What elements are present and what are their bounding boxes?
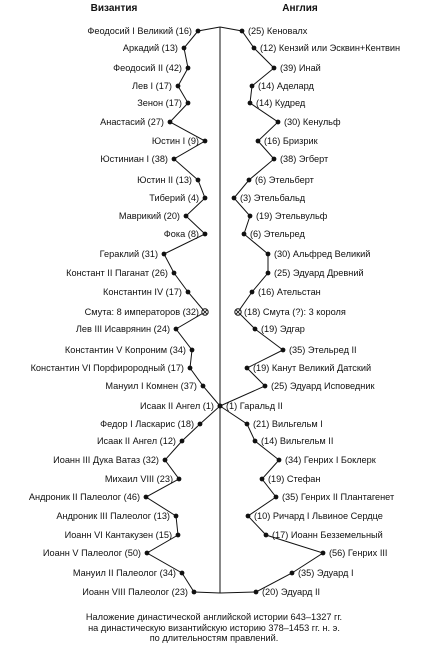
byzantine-ruler-label: Иоанн VI Кантакузен (15)	[64, 530, 172, 541]
byzantine-ruler-label: Иоанн VIII Палеолог (23)	[82, 587, 188, 598]
right-marker	[245, 366, 250, 371]
english-ruler-label: (21) Вильгельм I	[253, 419, 323, 430]
english-ruler-label: (35) Этельред II	[289, 345, 357, 356]
byzantine-ruler-label: Юстин I (9)	[151, 136, 199, 147]
english-ruler-label: (12) Кензий или Эсквин+Кентвин	[260, 43, 401, 54]
left-marker	[172, 157, 177, 162]
byzantine-ruler-label: Аркадий (13)	[122, 43, 178, 54]
right-marker	[242, 232, 247, 237]
right-marker	[321, 551, 326, 556]
english-ruler-label: (6) Этельред	[250, 229, 305, 240]
right-marker	[218, 404, 223, 409]
caption-line: на династическую византийскую историю 378–1453 гг. н. э.	[88, 622, 340, 633]
left-marker	[180, 571, 185, 576]
right-marker	[276, 120, 281, 125]
byzantine-ruler-label: Иоанн V Палеолог (50)	[42, 548, 141, 559]
english-ruler-label: (17) Иоанн Безземельный	[272, 530, 383, 541]
english-ruler-label: (14) Аделард	[258, 81, 314, 92]
byzantium-graph	[29, 26, 223, 597]
english-ruler-label: (30) Альфред Великий	[274, 249, 371, 260]
byzantine-ruler-label: Зенон (17)	[137, 98, 182, 109]
right-marker	[254, 590, 259, 595]
left-marker	[203, 232, 208, 237]
right-marker	[246, 514, 251, 519]
byzantine-ruler-label: Маврикий (20)	[118, 211, 180, 222]
caption-line: Наложение династической английской истории 643–1327 гг.	[85, 612, 343, 622]
left-marker	[190, 348, 195, 353]
byzantine-ruler-label: Феодосий II (42)	[113, 63, 182, 74]
byzantine-ruler-label: Юстиниан I (38)	[100, 154, 168, 165]
left-marker	[162, 252, 167, 257]
english-ruler-label: (14) Вильгельм II	[261, 436, 334, 447]
english-ruler-label: (3) Этельбальд	[240, 193, 306, 204]
english-ruler-label: (1) Гаральд II	[226, 401, 283, 412]
byzantine-ruler-label: Константин V Копроним (34)	[64, 345, 186, 356]
right-marker	[264, 533, 269, 538]
english-ruler-label: (35) Эдуард I	[298, 568, 354, 579]
english-ruler-label: (19) Канут Великий Датский	[253, 363, 372, 374]
byzantine-ruler-label: Константин IV (17)	[103, 287, 182, 298]
byzantine-ruler-label: Фока (8)	[163, 229, 199, 240]
right-marker	[253, 439, 258, 444]
left-marker	[176, 84, 181, 89]
england-header: Англия	[282, 3, 318, 14]
english-ruler-label: (10) Ричард I Львиное Сердце	[254, 511, 383, 522]
byzantine-ruler-label: Констант II Паганат (26)	[66, 268, 168, 279]
english-ruler-label: (25) Эдуард Исповедник	[271, 381, 375, 392]
right-marker	[272, 157, 277, 162]
left-marker	[180, 439, 185, 444]
byzantine-ruler-label: Константин VI Порфирородный (17)	[30, 363, 184, 374]
english-ruler-label: (19) Этельвульф	[256, 211, 328, 222]
english-ruler-label: (56) Генрих III	[329, 548, 388, 559]
byzantine-ruler-label: Мануил II Палеолог (34)	[72, 568, 176, 579]
byzantine-ruler-label: Гераклий (31)	[99, 249, 158, 260]
english-ruler-label: (39) Инай	[280, 63, 321, 74]
english-ruler-label: (19) Стефан	[268, 474, 321, 485]
left-marker	[203, 196, 208, 201]
right-marker	[263, 384, 268, 389]
right-marker	[277, 458, 282, 463]
english-ruler-label: (20) Эдуард II	[262, 587, 321, 598]
left-marker	[196, 178, 201, 183]
right-marker	[256, 139, 261, 144]
english-ruler-label: (30) Кенульф	[284, 117, 341, 128]
left-marker	[188, 366, 193, 371]
left-marker	[172, 271, 177, 276]
right-marker	[272, 66, 277, 71]
right-marker	[260, 477, 265, 482]
byzantine-ruler-label: Мануил I Комнен (37)	[105, 381, 197, 392]
byzantine-ruler-label: Тиберий (4)	[149, 193, 199, 204]
left-marker	[186, 290, 191, 295]
right-marker	[248, 214, 253, 219]
english-ruler-label: (35) Генрих II Плантагенет	[282, 492, 395, 503]
right-marker	[253, 327, 258, 332]
byzantine-ruler-label: Смута: 8 императоров (32)	[84, 307, 199, 318]
left-marker	[168, 120, 173, 125]
byzantine-ruler-label: Анастасий (27)	[100, 117, 164, 128]
left-marker	[144, 495, 149, 500]
right-marker	[247, 178, 252, 183]
byzantine-ruler-label: Лев III Исаврянин (24)	[75, 324, 170, 335]
english-ruler-label: (25) Кеновалх	[248, 26, 308, 37]
byzantine-ruler-label: Лев I (17)	[131, 81, 172, 92]
left-marker	[198, 422, 203, 427]
caption	[0, 612, 428, 644]
left-marker	[176, 533, 181, 538]
england-graph	[218, 26, 401, 597]
english-ruler-label: (18) Смута (?): 3 короля	[244, 307, 346, 318]
right-marker	[274, 495, 279, 500]
right-marker	[248, 101, 253, 106]
left-marker	[192, 590, 197, 595]
right-marker	[250, 290, 255, 295]
byzantine-ruler-label: Исаак II Ангел (12)	[96, 436, 176, 447]
left-marker	[174, 327, 179, 332]
right-marker	[281, 348, 286, 353]
right-marker	[266, 252, 271, 257]
byzantine-ruler-label: Исаак II Ангел (1)	[140, 401, 214, 412]
right-marker	[266, 271, 271, 276]
english-ruler-label: (14) Кудред	[256, 98, 306, 109]
english-ruler-label: (34) Генрих I Боклерк	[285, 455, 376, 466]
left-marker	[186, 101, 191, 106]
left-marker	[184, 214, 189, 219]
english-ruler-label: (16) Ательстан	[258, 287, 321, 298]
english-ruler-label: (6) Этельберт	[255, 175, 314, 186]
english-ruler-label: (25) Эдуард Древний	[274, 268, 364, 279]
right-marker	[252, 46, 257, 51]
byzantine-ruler-label: Федор I Ласкарис (18)	[100, 419, 194, 430]
left-marker	[201, 384, 206, 389]
byzantine-ruler-label: Юстин II (13)	[137, 175, 192, 186]
left-marker	[203, 139, 208, 144]
left-marker	[145, 551, 150, 556]
left-marker	[186, 66, 191, 71]
english-ruler-label: (38) Эгберт	[280, 154, 329, 165]
left-marker	[174, 514, 179, 519]
byzantine-ruler-label: Иоанн III Дука Ватаз (32)	[53, 455, 159, 466]
right-marker	[250, 84, 255, 89]
left-marker	[196, 29, 201, 34]
byzantine-ruler-label: Андроник II Палеолог (46)	[28, 492, 140, 503]
english-ruler-label: (16) Бризрик	[264, 136, 318, 147]
byzantine-ruler-label: Михаил VIII (23)	[104, 474, 173, 485]
left-marker	[163, 458, 168, 463]
left-marker	[177, 477, 182, 482]
left-marker	[182, 46, 187, 51]
right-marker	[290, 571, 295, 576]
byzantine-ruler-label: Андроник III Палеолог (13)	[56, 511, 170, 522]
right-marker	[232, 196, 237, 201]
byzantine-ruler-label: Феодосий I Великий (16)	[87, 26, 192, 37]
right-marker	[245, 422, 250, 427]
english-ruler-label: (19) Эдгар	[261, 324, 305, 335]
byzantium-header: Византия	[90, 3, 138, 14]
right-marker	[240, 29, 245, 34]
caption-line: по длительностям правлений.	[149, 633, 279, 643]
